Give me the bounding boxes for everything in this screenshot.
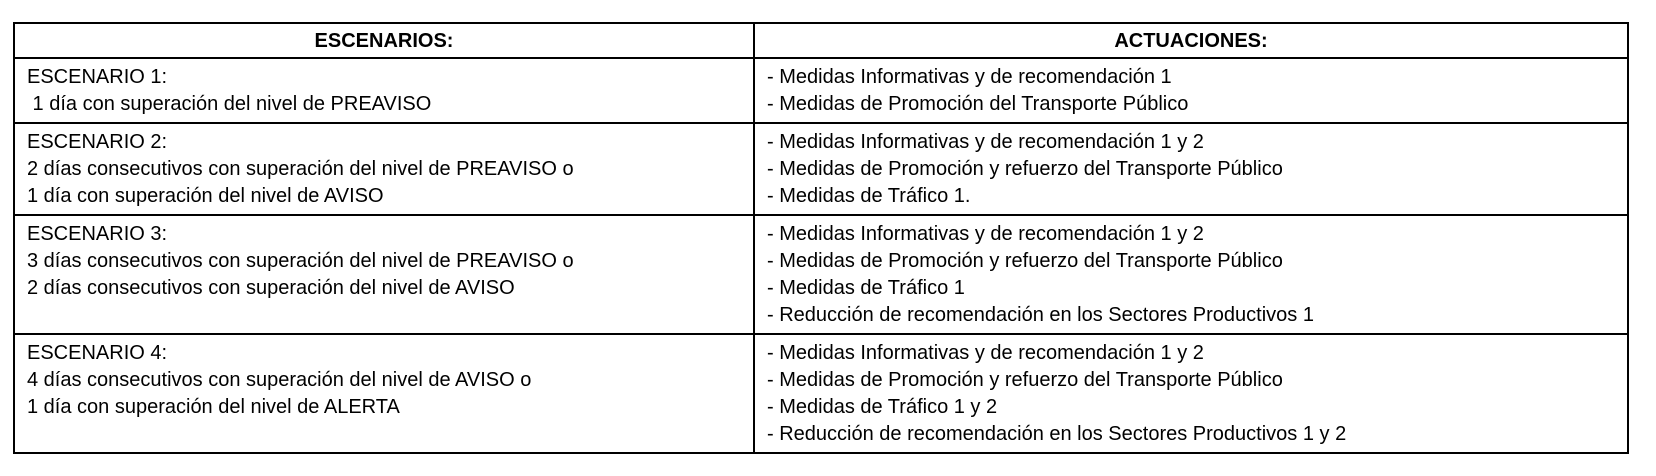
table-row [14,123,1628,215]
actions-cell [754,58,1628,123]
scenario-cell [14,215,754,334]
scenario-title: ESCENARIO 2: [27,131,168,153]
table-row [14,215,1628,334]
scenarios-table [13,22,1629,454]
action-item: - Reducción de recomendación en los Sectores Productivos 1 y 2 [767,423,1347,445]
table-header-row [14,23,1628,58]
action-item: - Reducción de recomendación en los Sectores Productivos 1 [767,304,1314,326]
action-item: - Medidas de Promoción y refuerzo del Transporte Público [767,158,1283,180]
table-row [14,334,1628,453]
scenario-title: ESCENARIO 3: [27,223,168,245]
actions-cell [754,123,1628,215]
scenario-condition: 1 día con superación del nivel de ALERTA [27,396,400,418]
scenario-condition: 2 días consecutivos con superación del nivel de PREAVISO o [27,158,574,180]
scenario-cell [14,334,754,453]
scenario-title: ESCENARIO 1: [27,66,168,88]
action-item: - Medidas de Tráfico 1 [767,277,965,299]
scenario-condition: 2 días consecutivos con superación del nivel de AVISO [27,277,515,299]
action-item: - Medidas de Tráfico 1 y 2 [767,396,998,418]
action-item: - Medidas de Tráfico 1. [767,185,971,207]
action-item: - Medidas de Promoción y refuerzo del Transporte Público [767,369,1283,391]
scenario-cell [14,123,754,215]
action-item: - Medidas Informativas y de recomendación 1 y 2 [767,131,1204,153]
actions-cell [754,215,1628,334]
header-actuaciones: ACTUACIONES: [754,23,1628,58]
action-item: - Medidas Informativas y de recomendación 1 y 2 [767,223,1204,245]
header-escenarios: ESCENARIOS: [14,23,754,58]
actions-cell [754,334,1628,453]
scenario-title: ESCENARIO 4: [27,342,168,364]
scenario-condition: 4 días consecutivos con superación del nivel de AVISO o [27,369,532,391]
scenario-condition: 3 días consecutivos con superación del nivel de PREAVISO o [27,250,574,272]
scenario-cell [14,58,754,123]
action-item: - Medidas de Promoción del Transporte Público [767,93,1189,115]
scenario-condition: 1 día con superación del nivel de AVISO [27,185,384,207]
table-row [14,58,1628,123]
action-item: - Medidas de Promoción y refuerzo del Transporte Público [767,250,1283,272]
action-item: - Medidas Informativas y de recomendación 1 y 2 [767,342,1204,364]
scenario-condition: 1 día con superación del nivel de PREAVISO [27,93,432,115]
action-item: - Medidas Informativas y de recomendación 1 [767,66,1172,88]
